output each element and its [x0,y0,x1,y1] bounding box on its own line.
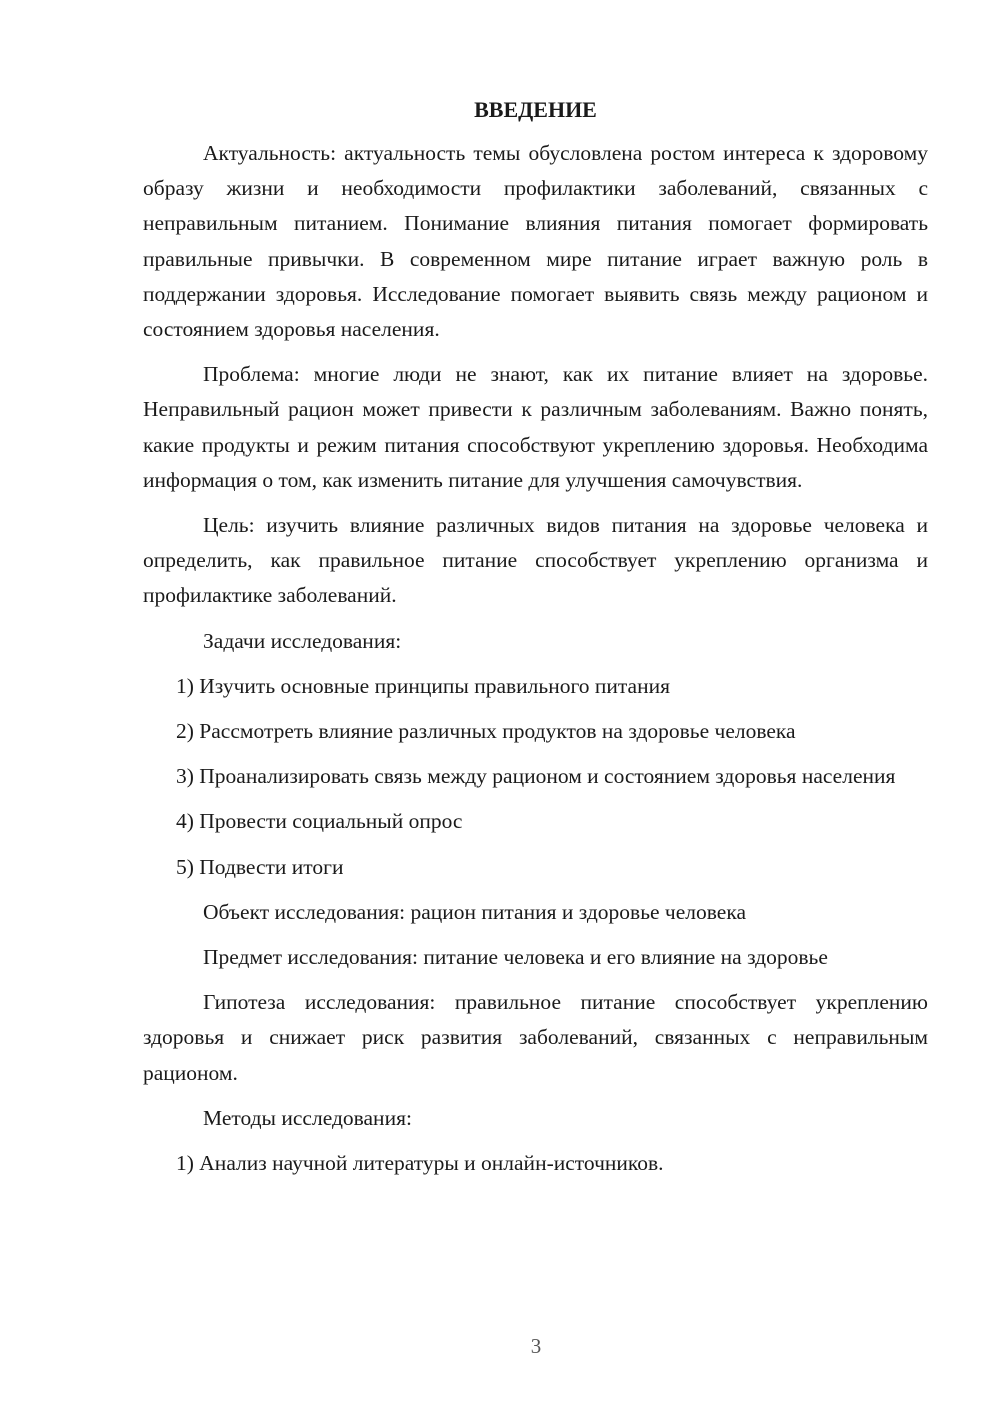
method-item-1: 1) Анализ научной литературы и онлайн-источников. [176,1151,664,1176]
methods-title: Методы исследования: [203,1105,412,1130]
relevance-paragraph: Актуальность: актуальность темы обусловлена ростом интереса к здоровому образу жизни и необходимости профилактики заболеваний, связанных с неправильным питанием. Понимание влияния питания помогает формировать правильные привычки. В современном мире питание играет важную роль в поддержании здоровья. Исследование помогает выявить связь между рационом и состоянием здоровья населения. [143,141,928,342]
problem-paragraph: Проблема: многие люди не знают, как их питание влияет на здоровье. Неправильный рацион может привести к различным заболеваниям. Важно понять, какие продукты и режим питания способствуют укреплению здоровья. Необходима информация о том, как изменить питание для улучшения самочувствия. [143,362,928,492]
document-page [143,92,928,1191]
task-item-3: 3) Проанализировать связь между рационом и состоянием здоровья населения [176,764,896,789]
section-heading: ВВЕДЕНИЕ [474,97,597,122]
task-item-2: 2) Рассмотреть влияние различных продуктов на здоровье человека [176,719,796,744]
goal-paragraph: Цель: изучить влияние различных видов питания на здоровье человека и определить, как правильное питание способствует укреплению организма и профилактике заболеваний. [143,513,928,608]
task-item-1: 1) Изучить основные принципы правильного питания [176,673,670,698]
subject-paragraph: Предмет исследования: питание человека и его влияние на здоровье [203,945,828,970]
task-item-4: 4) Провести социальный опрос [176,809,463,834]
tasks-title: Задачи исследования: [203,628,402,653]
task-item-5: 5) Подвести итоги [176,854,344,879]
object-paragraph: Объект исследования: рацион питания и здоровье человека [203,899,746,924]
page-number: 3 [530,1334,542,1358]
hypothesis-paragraph: Гипотеза исследования: правильное питание способствует укреплению здоровья и снижает риск развития заболеваний, связанных с неправильным рационом. [143,990,928,1085]
